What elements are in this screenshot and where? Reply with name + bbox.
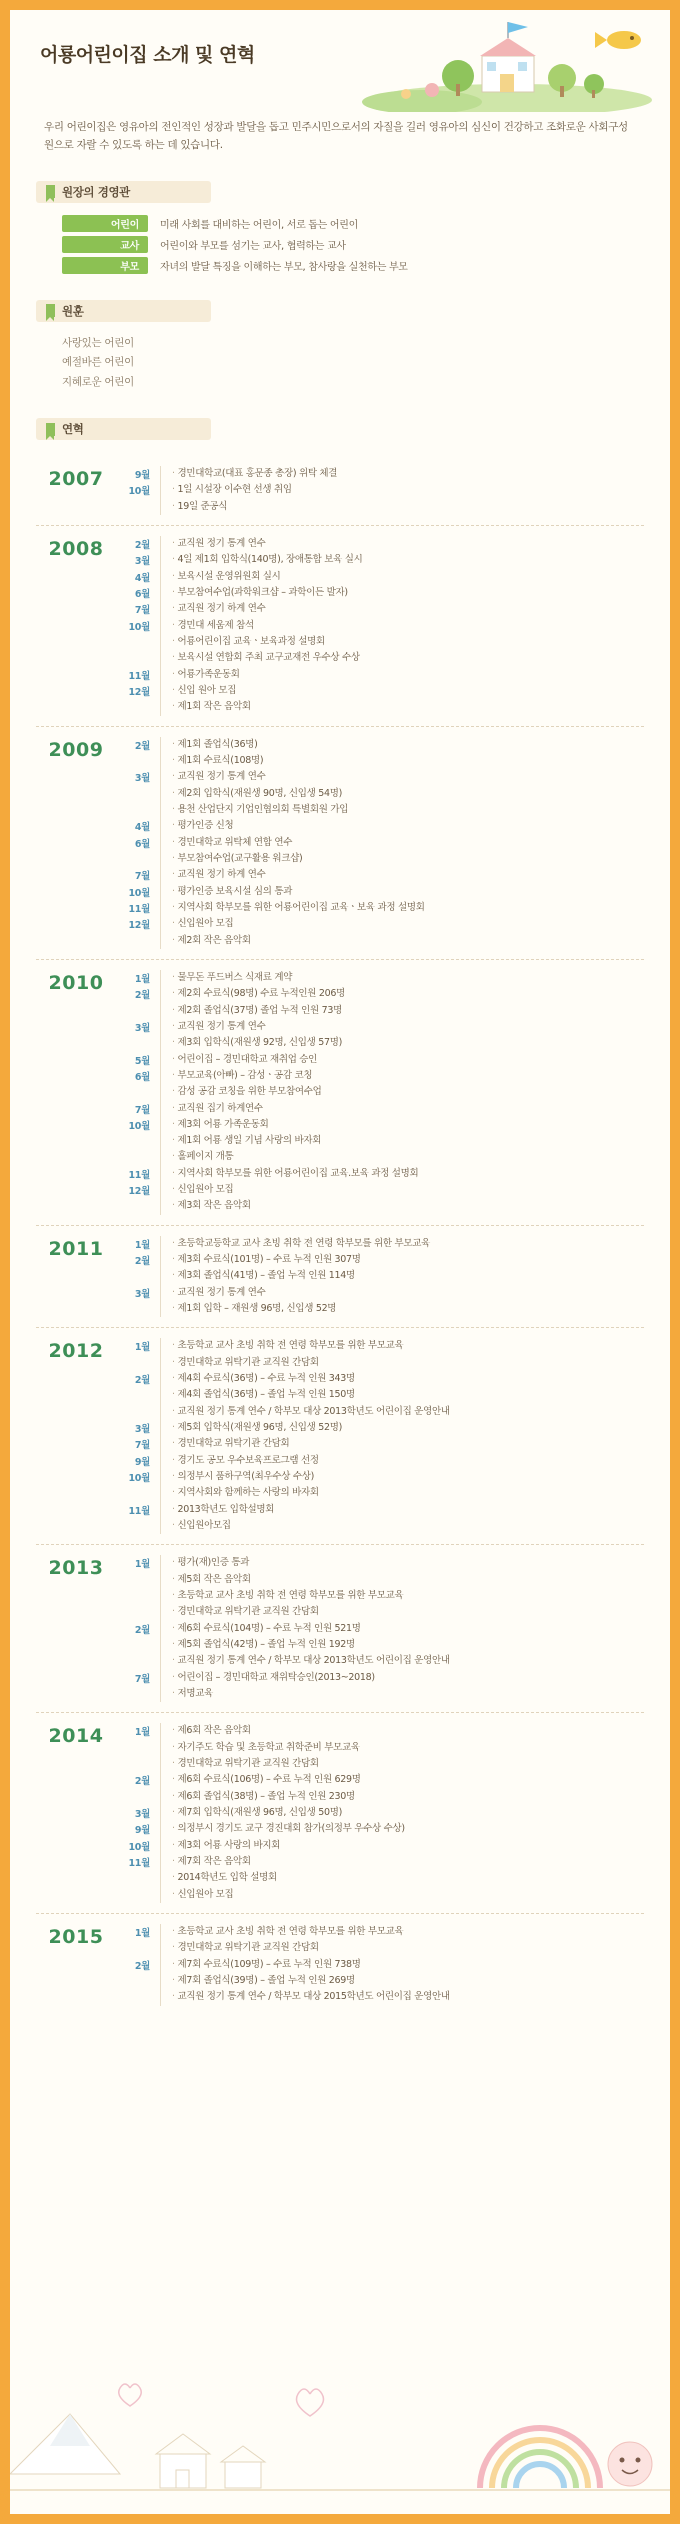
history-month-row	[116, 916, 644, 949]
history-heading-label: 연혁	[62, 422, 84, 437]
history-item: · 제2회 작은 음악회	[172, 933, 644, 949]
history-item-list	[160, 737, 644, 770]
history-item-list	[160, 916, 644, 949]
philosophy-tag: 어린이	[62, 215, 148, 232]
history-item: · 제2회 입학식(재원생 90명, 신입생 54명)	[172, 786, 644, 802]
history-month-label: 10월	[128, 486, 150, 498]
history-month-row	[116, 1838, 644, 1854]
history-item: · 신입원아 모집	[172, 916, 644, 932]
history-item: · 제4회 졸업식(36명) – 졸업 누적 인원 150명	[172, 1387, 644, 1403]
history-month-row	[116, 1772, 644, 1805]
history-month-row	[116, 1924, 644, 1957]
history-item: · 평가(재)인증 통과	[172, 1555, 644, 1571]
history-item-list	[160, 769, 644, 818]
history-item: · 제3회 입학식(재원생 92명, 신입생 57명)	[172, 1035, 644, 1051]
history-month-row	[116, 1670, 644, 1703]
history-item: · 교직원 정기 통계 연수 / 학부모 대상 2013학년도 어린이집 운영안내	[172, 1653, 644, 1669]
history-month-label: 2월	[134, 1776, 150, 1788]
history-item-list	[160, 482, 644, 515]
history-month-label: 6월	[134, 588, 150, 600]
motto-section	[10, 300, 670, 392]
history-item-list	[160, 1117, 644, 1166]
history-month-row	[116, 1166, 644, 1182]
history-item: · 지역사회 학부모를 위한 어룡어린이집 교육ㆍ보육 과정 설명회	[172, 900, 644, 916]
history-item: · 경민대학교 위탁기관 교직원 간담회	[172, 1355, 644, 1371]
history-item-list	[160, 1555, 644, 1620]
history-item: · 어린이집 – 경민대학교 재취업 승인	[172, 1052, 644, 1068]
history-item-list	[160, 536, 644, 552]
history-month-row	[116, 1821, 644, 1837]
history-month-row	[116, 1338, 644, 1371]
history-item-list	[160, 1772, 644, 1805]
history-section	[10, 418, 670, 2016]
history-month-list	[116, 1236, 644, 1318]
history-item-list	[160, 884, 644, 900]
history-month-label: 3월	[134, 1808, 150, 1820]
history-item-list	[160, 1252, 644, 1285]
history-month-label: 3월	[134, 1424, 150, 1436]
history-item: · 제1회 입학 – 재원생 96명, 신입생 52명	[172, 1301, 644, 1317]
history-item: · 어룡가족운동회	[172, 667, 644, 683]
page-header	[10, 10, 670, 118]
philosophy-row	[62, 257, 670, 274]
history-item: · 제3회 수료식(101명) – 수료 누적 인원 307명	[172, 1252, 644, 1268]
history-month-row	[116, 667, 644, 683]
history-item-list	[160, 1821, 644, 1837]
history-month-label: 3월	[134, 773, 150, 785]
motto-line: 사랑있는 어린이	[62, 336, 134, 349]
history-item-list	[160, 1502, 644, 1535]
history-item-list	[160, 1236, 644, 1252]
history-month-row	[116, 1182, 644, 1215]
history-item-list	[160, 1182, 644, 1215]
history-month-row	[116, 1285, 644, 1318]
history-item: · 경민대학교 위탁체 연합 연수	[172, 835, 644, 851]
history-item-list	[160, 1924, 644, 1957]
history-item: · 제6회 수료식(104명) – 수료 누적 인원 521명	[172, 1621, 644, 1637]
philosophy-section	[10, 181, 670, 274]
history-year-label: 2014	[48, 1725, 104, 1748]
history-item: · 의정부시 경기도 교구 경진대회 참가(의정부 우수상 수상)	[172, 1821, 644, 1837]
history-month-label: 10월	[128, 621, 150, 633]
history-year-label: 2013	[48, 1557, 104, 1580]
history-month-label: 10월	[128, 1841, 150, 1853]
history-item: · 물무돈 푸드버스 식재료 계약	[172, 970, 644, 986]
philosophy-heading	[36, 181, 211, 203]
history-month-label: 7월	[134, 605, 150, 617]
history-item-list	[160, 1436, 644, 1452]
history-item: · 평가인증 신청	[172, 818, 644, 834]
history-item: · 어룡어린이집 교육ㆍ보육과정 설명회	[172, 634, 644, 650]
history-item-list	[160, 1019, 644, 1052]
history-month-row	[116, 970, 644, 986]
history-item: · 경민대 세움제 참석	[172, 618, 644, 634]
history-item: · 제2회 졸업식(37명) 졸업 누적 인원 73명	[172, 1003, 644, 1019]
history-item: · 신입원아 모집	[172, 1887, 644, 1903]
history-month-label: 5월	[134, 1055, 150, 1067]
history-item-list	[160, 1052, 644, 1068]
history-item: · 제1회 어룡 생일 기념 사랑의 바자회	[172, 1133, 644, 1149]
history-item: · 초등학교 교사 초빙 취학 전 연령 학부모를 위한 부모교육	[172, 1338, 644, 1354]
history-month-row	[116, 1117, 644, 1166]
header-illustration	[362, 16, 652, 112]
history-item: · 제5회 입학식(재원생 96명, 신입생 52명)	[172, 1420, 644, 1436]
history-year-label: 2007	[48, 468, 104, 491]
history-year-block	[36, 1545, 644, 1713]
history-month-label: 7월	[134, 1104, 150, 1116]
history-item: · 교직원 정기 통계 연수 / 학부모 대상 2015학년도 어린이집 운영안내	[172, 1989, 644, 2005]
motto-heading-label: 원훈	[62, 303, 84, 318]
history-item: · 초등학교등학교 교사 초빙 취학 전 연령 학부모를 위한 부모교육	[172, 1236, 644, 1252]
history-item-list	[160, 552, 644, 568]
history-month-row	[116, 1252, 644, 1285]
history-item: · 용천 산업단지 기업인협의회 특별회원 가입	[172, 802, 644, 818]
history-month-row	[116, 1019, 644, 1052]
history-item: · 부모참여수업(과학워크샵 – 과학이든 발자)	[172, 585, 644, 601]
history-month-row	[116, 585, 644, 601]
history-item: · 교직원 정기 통계 연수	[172, 536, 644, 552]
history-month-label: 9월	[134, 470, 150, 482]
history-item-list	[160, 1101, 644, 1117]
history-month-row	[116, 466, 644, 482]
history-month-label: 1월	[134, 1927, 150, 1939]
philosophy-list	[62, 215, 670, 274]
history-month-row	[116, 1453, 644, 1469]
history-month-label: 2월	[134, 1375, 150, 1387]
bookmark-icon	[46, 304, 55, 317]
history-month-row	[116, 1805, 644, 1821]
history-month-row	[116, 683, 644, 716]
history-item: · 경민대학교 위탁기관 간담회	[172, 1436, 644, 1452]
history-item: · 신입원아 모집	[172, 1182, 644, 1198]
history-month-label: 10월	[128, 1473, 150, 1485]
history-year-label: 2015	[48, 1925, 104, 1948]
history-year-block	[36, 1328, 644, 1545]
history-item: · 19일 준공식	[172, 499, 644, 515]
history-month-label: 1월	[134, 1559, 150, 1571]
history-item: · 부모참여수업(교구활용 워크샵)	[172, 851, 644, 867]
history-item: · 초등학교 교사 초빙 취학 전 연령 학부모를 위한 부모교육	[172, 1924, 644, 1940]
history-item: · 경민대학교(대표 홍문종 총장) 위탁 체결	[172, 466, 644, 482]
history-item: · 신입원아모집	[172, 1518, 644, 1534]
history-item: · 교직원 정기 통계 연수	[172, 769, 644, 785]
history-item-list	[160, 569, 644, 585]
history-month-label: 3월	[134, 1022, 150, 1034]
history-month-label: 2월	[134, 1624, 150, 1636]
history-month-row	[116, 1555, 644, 1620]
history-month-label: 10월	[128, 887, 150, 899]
history-month-label: 6월	[134, 1071, 150, 1083]
history-month-label: 11월	[128, 903, 150, 915]
history-item: · 제7회 작은 음악회	[172, 1854, 644, 1870]
history-month-label: 7월	[134, 1673, 150, 1685]
history-item: · 보육시설 운영위원회 실시	[172, 569, 644, 585]
history-item-list	[160, 970, 644, 986]
history-month-list	[116, 1338, 644, 1534]
history-month-label: 4월	[134, 572, 150, 584]
history-year-block	[36, 1226, 644, 1329]
motto-list	[62, 334, 670, 392]
history-month-row	[116, 1371, 644, 1420]
history-item-list	[160, 1723, 644, 1772]
history-month-label: 3월	[134, 1288, 150, 1300]
history-item: · 제2회 수료식(98명) 수료 누적인원 206명	[172, 986, 644, 1002]
history-month-label: 4월	[134, 822, 150, 834]
history-item: · 어린이집 – 경민대학교 재위탁승인(2013~2018)	[172, 1670, 644, 1686]
history-year-block	[36, 960, 644, 1226]
history-item-list	[160, 683, 644, 716]
history-item: · 저명교육	[172, 1686, 644, 1702]
history-month-list	[116, 536, 644, 716]
history-item-list	[160, 1338, 644, 1371]
footer-illustration	[10, 2354, 670, 2514]
history-month-label: 2월	[134, 1960, 150, 1972]
motto-line: 지혜로운 어린이	[62, 375, 134, 388]
history-item: · 교직원 정기 통계 연수	[172, 1019, 644, 1035]
history-month-label: 3월	[134, 556, 150, 568]
history-month-label: 7월	[134, 871, 150, 883]
history-month-list	[116, 737, 644, 949]
history-month-row	[116, 569, 644, 585]
history-month-row	[116, 835, 644, 868]
history-item: · 1일 시설장 이수현 선생 취임	[172, 482, 644, 498]
history-item: · 제7회 수료식(109명) – 수료 누적 인원 738명	[172, 1957, 644, 1973]
history-month-label: 2월	[134, 990, 150, 1002]
history-month-label: 10월	[128, 1120, 150, 1132]
history-month-row	[116, 737, 644, 770]
philosophy-text: 자녀의 발달 특징을 이해하는 부모, 참사랑을 실천하는 부모	[160, 261, 408, 273]
history-month-label: 11월	[128, 1505, 150, 1517]
page-title: 어룡어린이집 소개 및 연혁	[40, 44, 255, 66]
history-item: · 제3회 어룡 사랑의 바지회	[172, 1838, 644, 1854]
history-item: · 제6회 작은 음악회	[172, 1723, 644, 1739]
history-month-row	[116, 1101, 644, 1117]
motto-heading	[36, 300, 211, 322]
history-month-list	[116, 1555, 644, 1702]
history-item: · 제3회 어룡 가족운동회	[172, 1117, 644, 1133]
history-item: · 지역사회와 함께하는 사랑의 바자회	[172, 1485, 644, 1501]
history-item: · 제1회 작은 음악회	[172, 699, 644, 715]
history-item: · 초등학교 교사 초빙 취학 전 연령 학부모를 위한 부모교육	[172, 1588, 644, 1604]
history-month-label: 12월	[128, 686, 150, 698]
history-item: · 제6회 졸업식(38명) – 졸업 누적 인원 230명	[172, 1789, 644, 1805]
history-item: · 홀페이지 개통	[172, 1149, 644, 1165]
history-item: · 경민대학교 위탁기관 교직원 간담회	[172, 1940, 644, 1956]
history-year-block	[36, 727, 644, 960]
philosophy-row	[62, 215, 670, 232]
history-year-label: 2010	[48, 971, 104, 994]
history-item-list	[160, 1469, 644, 1502]
history-month-label: 9월	[134, 1825, 150, 1837]
history-item-list	[160, 986, 644, 1019]
history-month-row	[116, 1957, 644, 2006]
history-item-list	[160, 1420, 644, 1436]
history-month-label: 6월	[134, 838, 150, 850]
history-item: · 제3회 작은 음악회	[172, 1198, 644, 1214]
history-item: · 제4회 수료식(36명) – 수료 누적 인원 343명	[172, 1371, 644, 1387]
history-month-label: 2월	[134, 740, 150, 752]
history-month-row	[116, 1854, 644, 1903]
history-item: · 2013학년도 입학설명회	[172, 1502, 644, 1518]
history-month-label: 9월	[134, 1456, 150, 1468]
philosophy-text: 어린이와 부모를 섬기는 교사, 협력하는 교사	[160, 240, 346, 252]
history-month-label: 2월	[134, 540, 150, 551]
history-month-row	[116, 618, 644, 667]
history-item-list	[160, 1453, 644, 1469]
history-item: · 교직원 정기 하계 연수	[172, 601, 644, 617]
history-month-label: 11월	[128, 1857, 150, 1869]
history-month-row	[116, 900, 644, 916]
history-heading	[36, 418, 211, 440]
philosophy-tag: 부모	[62, 257, 148, 274]
history-item-list	[160, 867, 644, 883]
history-month-row	[116, 867, 644, 883]
history-month-row	[116, 884, 644, 900]
history-month-row	[116, 601, 644, 617]
history-item-list	[160, 1670, 644, 1703]
bottom-spacer	[10, 2016, 670, 2166]
history-item-list	[160, 835, 644, 868]
philosophy-heading-label: 원장의 경영관	[62, 184, 130, 199]
history-month-label: 12월	[128, 1186, 150, 1198]
history-month-row	[116, 1502, 644, 1535]
motto-line: 예절바른 어린이	[62, 356, 134, 369]
history-month-row	[116, 1420, 644, 1436]
history-month-row	[116, 552, 644, 568]
history-item-list	[160, 1166, 644, 1182]
history-item-list	[160, 585, 644, 601]
history-item-list	[160, 618, 644, 667]
history-month-row	[116, 1068, 644, 1101]
history-year-block	[36, 526, 644, 727]
history-item: · 신입 원아 모집	[172, 683, 644, 699]
history-item: · 제5회 졸업식(42명) – 졸업 누적 인원 192명	[172, 1637, 644, 1653]
history-year-label: 2012	[48, 1340, 104, 1363]
history-item-list	[160, 1957, 644, 2006]
philosophy-text: 미래 사회를 대비하는 어린이, 서로 돕는 어린이	[160, 219, 358, 231]
history-item: · 자기주도 학습 및 초등학교 취학준비 부모교육	[172, 1740, 644, 1756]
history-month-row	[116, 818, 644, 834]
history-year-label: 2008	[48, 538, 104, 560]
history-month-row	[116, 1436, 644, 1452]
history-item-list	[160, 1285, 644, 1318]
history-month-row	[116, 986, 644, 1019]
history-month-list	[116, 1924, 644, 2006]
history-item: · 제7회 졸업식(39명) – 졸업 누적 인원 269명	[172, 1973, 644, 1989]
history-item-list	[160, 1621, 644, 1670]
history-item: · 교직원 정기 하계 연수	[172, 867, 644, 883]
history-item: · 4일 제1회 입학식(140명), 장애통합 보육 실시	[172, 552, 644, 568]
history-year-block	[36, 1713, 644, 1914]
history-item-list	[160, 1854, 644, 1903]
intro-paragraph: 우리 어린이집은 영유아의 전인적인 성장과 발달을 돕고 민주시민으로서의 자질을 길러 영유아의 심신이 건강하고 조화로운 사회구성원으로 자랄 수 있도록 하는 데 있습니다.	[44, 121, 628, 152]
history-item: · 경기도 공모 우수보육프로그램 선정	[172, 1453, 644, 1469]
history-year-label: 2011	[48, 1237, 104, 1260]
history-month-label: 1월	[134, 973, 150, 985]
history-item-list	[160, 1371, 644, 1420]
history-item: · 제1회 수료식(108명)	[172, 753, 644, 769]
history-item: · 의정부시 품하구역(최우수상 수상)	[172, 1469, 644, 1485]
history-month-label: 1월	[134, 1727, 150, 1739]
history-year-block	[36, 1914, 644, 2016]
philosophy-tag: 교사	[62, 236, 148, 253]
history-item: · 2014학년도 입학 설명회	[172, 1870, 644, 1886]
history-item-list	[160, 818, 644, 834]
history-month-row	[116, 1469, 644, 1502]
history-item: · 감성 공감 코칭을 위한 부모참여수업	[172, 1084, 644, 1100]
history-month-list	[116, 466, 644, 515]
history-item-list	[160, 1838, 644, 1854]
philosophy-row	[62, 236, 670, 253]
history-month-list	[116, 1723, 644, 1903]
history-item: · 평가인증 보육시설 심의 통과	[172, 884, 644, 900]
history-year-block	[36, 456, 644, 526]
history-item: · 경민대학교 위탁기관 교직원 간담회	[172, 1756, 644, 1772]
history-month-row	[116, 482, 644, 515]
history-month-row	[116, 769, 644, 818]
history-month-label: 2월	[134, 1256, 150, 1268]
history-item: · 부모교육(아빠) – 감성ㆍ공감 코칭	[172, 1068, 644, 1084]
history-month-row	[116, 1621, 644, 1670]
history-item: · 경민대학교 위탁기관 교직원 간담회	[172, 1604, 644, 1620]
history-item-list	[160, 601, 644, 617]
history-month-label: 12월	[128, 920, 150, 932]
history-item: · 제1회 졸업식(36명)	[172, 737, 644, 753]
history-item: · 교직원 정기 통계 연수	[172, 1285, 644, 1301]
history-item-list	[160, 1805, 644, 1821]
bookmark-icon	[46, 185, 55, 198]
history-month-label: 11월	[128, 1169, 150, 1181]
history-month-row	[116, 1236, 644, 1252]
history-item: · 보육시설 연합회 주최 교구교재전 우수상 수상	[172, 650, 644, 666]
history-item-list	[160, 900, 644, 916]
history-item: · 제3회 졸업식(41명) – 졸업 누적 인원 114명	[172, 1268, 644, 1284]
history-year-label: 2009	[48, 738, 104, 761]
history-month-row	[116, 1723, 644, 1772]
history-month-label: 1월	[134, 1239, 150, 1251]
history-month-label: 7월	[134, 1440, 150, 1452]
history-month-label: 1월	[134, 1342, 150, 1354]
history-month-label: 11월	[128, 670, 150, 682]
history-item: · 제6회 수료식(106명) – 수료 누적 인원 629명	[172, 1772, 644, 1788]
history-item: · 교직원 정기 통계 연수 / 학부모 대상 2013학년도 어린이집 운영안내	[172, 1404, 644, 1420]
history-item-list	[160, 466, 644, 482]
history-month-list	[116, 970, 644, 1215]
history-item: · 교직원 집기 하계연수	[172, 1101, 644, 1117]
history-item: · 지역사회 학부모를 위한 어룡어린이집 교육.보육 과정 설명회	[172, 1166, 644, 1182]
history-item: · 제7회 입학식(재원생 96명, 신입생 50명)	[172, 1805, 644, 1821]
history-item-list	[160, 667, 644, 683]
history-month-row	[116, 1052, 644, 1068]
history-timeline	[36, 456, 644, 2016]
history-item-list	[160, 1068, 644, 1101]
history-month-row	[116, 536, 644, 552]
bookmark-icon	[46, 423, 55, 436]
history-item: · 제5회 작은 음악회	[172, 1572, 644, 1588]
